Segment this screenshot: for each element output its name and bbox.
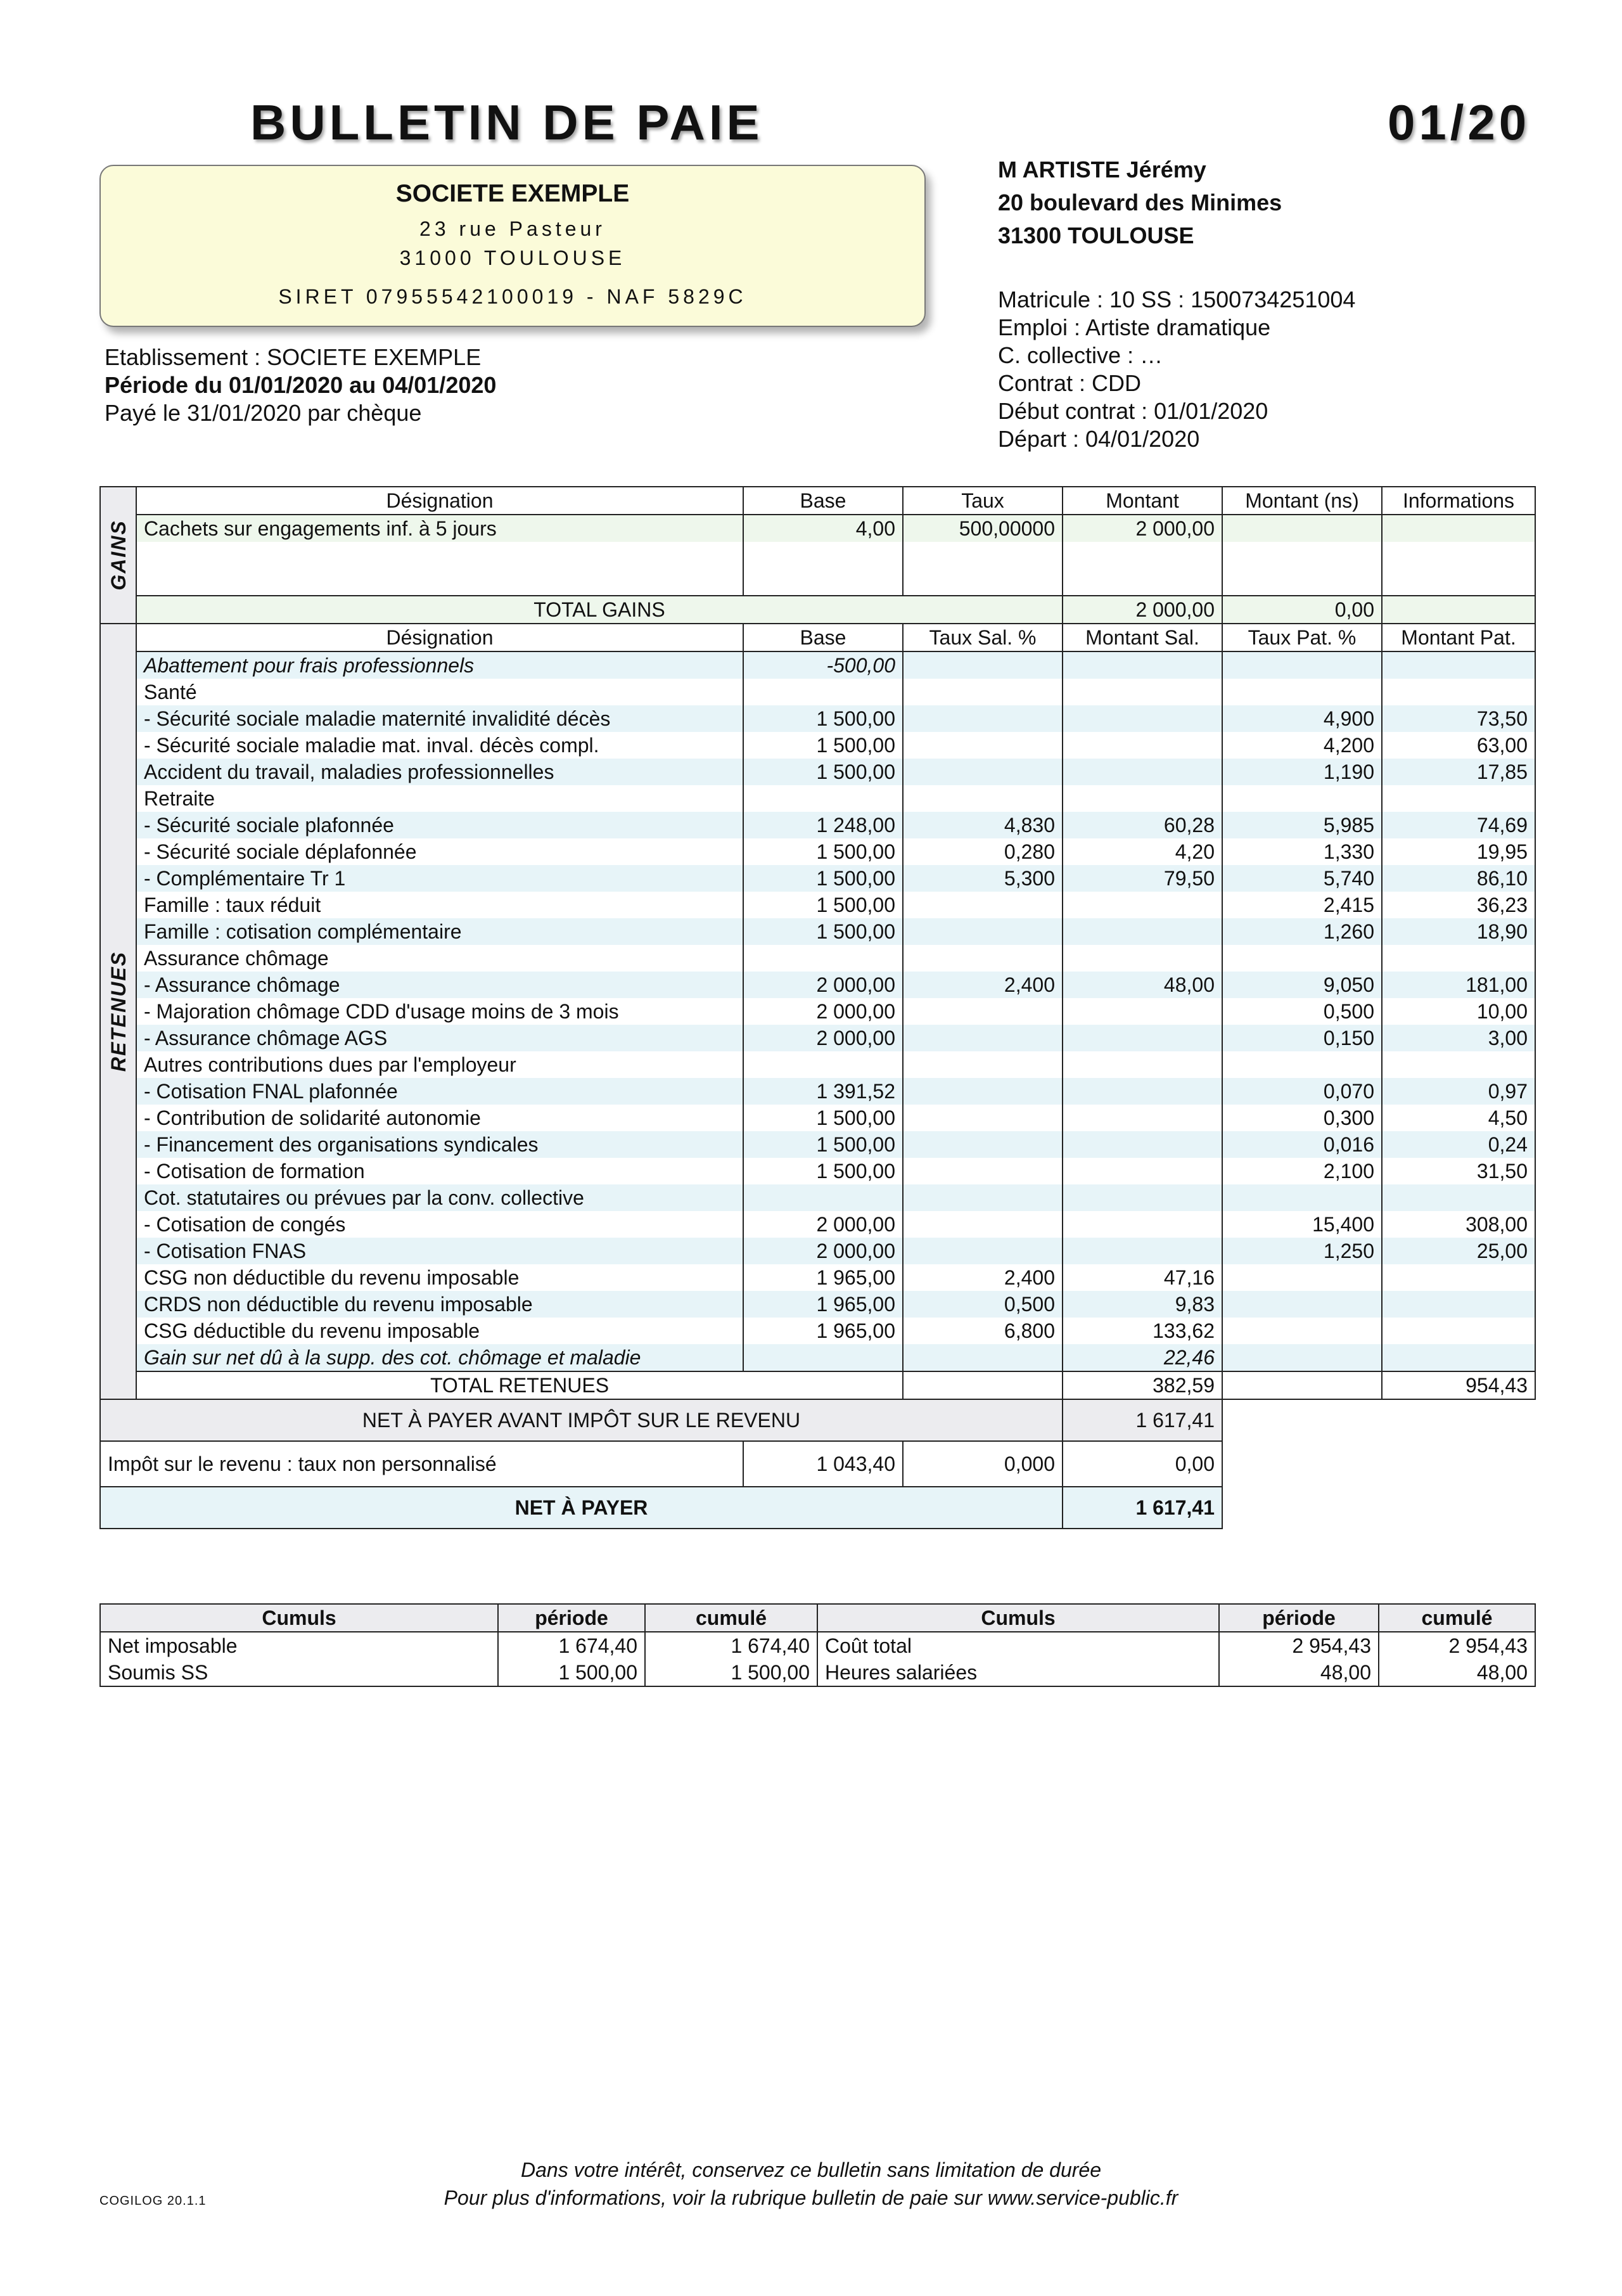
ret-taux-pat: 0,500: [1222, 998, 1382, 1025]
cumuls-header-periode-2: période: [1219, 1604, 1379, 1632]
ret-taux-pat: 9,050: [1222, 972, 1382, 998]
ret-label: - Contribution de solidarité autonomie: [136, 1105, 743, 1131]
ret-base: 1 500,00: [743, 865, 903, 892]
retenue-row: [100, 759, 1535, 785]
ret-taux-sal: [903, 1051, 1063, 1078]
ret-taux-sal: [903, 1184, 1063, 1211]
ret-montant-pat: 18,90: [1382, 918, 1535, 945]
ret-taux-sal: [903, 918, 1063, 945]
ret-montant-sal: [1063, 679, 1222, 705]
ret-montant-pat: 308,00: [1382, 1211, 1535, 1238]
ret-label: Accident du travail, maladies professionnelles: [136, 759, 743, 785]
retenue-row: [100, 865, 1535, 892]
cumuls-header-2: Cumuls: [817, 1604, 1219, 1632]
ret-taux-pat: [1222, 679, 1382, 705]
ret-taux-sal: 5,300: [903, 865, 1063, 892]
gain-info: [1382, 515, 1535, 542]
gains-header-base: Base: [743, 487, 903, 515]
ret-montant-sal: [1063, 918, 1222, 945]
ret-label: - Sécurité sociale maladie mat. inval. décès compl.: [136, 732, 743, 759]
ret-label: Retraite: [136, 785, 743, 812]
employee-debut: Début contrat : 01/01/2020: [998, 398, 1268, 424]
ret-montant-pat: 0,24: [1382, 1131, 1535, 1158]
ret-montant-sal: 133,62: [1063, 1318, 1222, 1344]
ret-base: [743, 945, 903, 972]
document-title: BULLETIN DE PAIE: [250, 94, 763, 150]
net-avant-impot-label: NET À PAYER AVANT IMPÔT SUR LE REVENU: [100, 1399, 1063, 1441]
ret-base: 2 000,00: [743, 1238, 903, 1264]
ret-taux-sal: [903, 651, 1063, 679]
gains-side-label: GAINS: [100, 487, 136, 624]
gains-header-montant: Montant: [1063, 487, 1222, 515]
ret-header-montant-sal: Montant Sal.: [1063, 624, 1222, 651]
retenue-row: [100, 1184, 1535, 1211]
ret-taux-sal: [903, 1211, 1063, 1238]
software-version: COGILOG 20.1.1: [99, 2194, 207, 2208]
ret-base: 1 500,00: [743, 732, 903, 759]
retenue-row: [100, 705, 1535, 732]
employee-emploi: Emploi : Artiste dramatique: [998, 314, 1271, 340]
establishment-block: [105, 343, 496, 427]
employee-depart: Départ : 04/01/2020: [998, 426, 1200, 452]
retenues-total-row: [100, 1371, 1535, 1399]
ret-montant-pat: [1382, 945, 1535, 972]
cumul-cumule: 48,00: [1379, 1659, 1535, 1686]
ret-montant-pat: 25,00: [1382, 1238, 1535, 1264]
ret-taux-pat: 0,016: [1222, 1131, 1382, 1158]
gains-total-row: [100, 596, 1535, 624]
ret-base: -500,00: [743, 651, 903, 679]
ret-montant-sal: [1063, 1025, 1222, 1051]
ret-label: - Assurance chômage: [136, 972, 743, 998]
net-a-payer-label: NET À PAYER: [100, 1487, 1063, 1529]
retenue-row: [100, 1238, 1535, 1264]
ret-base: 1 500,00: [743, 705, 903, 732]
ret-taux-pat: 1,260: [1222, 918, 1382, 945]
ret-montant-sal: 9,83: [1063, 1291, 1222, 1318]
retenue-row: [100, 651, 1535, 679]
retenues-total-montant-pat: 954,43: [1382, 1371, 1535, 1399]
footer-line-1: Dans votre intérêt, conservez ce bulletin sans limitation de durée: [520, 2158, 1102, 2181]
ret-taux-pat: [1222, 1318, 1382, 1344]
gain-label: Cachets sur engagements inf. à 5 jours: [136, 515, 743, 542]
ret-montant-pat: 0,97: [1382, 1078, 1535, 1105]
ret-taux-pat: [1222, 1051, 1382, 1078]
footer-line-2: Pour plus d'informations, voir la rubrique bulletin de paie sur www.service-public.fr: [444, 2186, 1178, 2209]
ret-montant-sal: 48,00: [1063, 972, 1222, 998]
ret-base: 2 000,00: [743, 1211, 903, 1238]
period-code: 01/20: [1388, 94, 1531, 150]
ret-montant-pat: 73,50: [1382, 705, 1535, 732]
ret-taux-sal: [903, 945, 1063, 972]
ret-taux-pat: 5,740: [1222, 865, 1382, 892]
employee-name: M ARTISTE Jérémy: [998, 157, 1206, 183]
establishment-name: Etablissement : SOCIETE EXEMPLE: [105, 344, 482, 370]
ret-base: [743, 1344, 903, 1371]
ret-taux-sal: [903, 1105, 1063, 1131]
ret-taux-sal: [903, 679, 1063, 705]
employee-city: 31300 TOULOUSE: [998, 222, 1194, 248]
ret-base: [743, 785, 903, 812]
impot-taux: 0,000: [903, 1441, 1063, 1487]
ret-label: CRDS non déductible du revenu imposable: [136, 1291, 743, 1318]
payslip-table: [99, 486, 1536, 1529]
ret-taux-sal: 0,500: [903, 1291, 1063, 1318]
retenues-section: [100, 624, 1535, 1399]
ret-base: 1 500,00: [743, 838, 903, 865]
cumuls-table: [99, 1603, 1536, 1687]
gains-header-taux: Taux: [903, 487, 1063, 515]
ret-label: Famille : cotisation complémentaire: [136, 918, 743, 945]
ret-taux-pat: [1222, 1344, 1382, 1371]
footer-notice: [304, 2156, 1318, 2212]
retenue-row: [100, 838, 1535, 865]
ret-taux-sal: [903, 998, 1063, 1025]
gains-total-montant-ns: 0,00: [1222, 596, 1382, 624]
ret-base: 1 965,00: [743, 1291, 903, 1318]
retenues-total-label: TOTAL RETENUES: [136, 1371, 903, 1399]
ret-taux-pat: 1,190: [1222, 759, 1382, 785]
ret-montant-pat: 181,00: [1382, 972, 1535, 998]
ret-label: - Financement des organisations syndicales: [136, 1131, 743, 1158]
ret-label: Abattement pour frais professionnels: [136, 651, 743, 679]
ret-base: 1 391,52: [743, 1078, 903, 1105]
ret-montant-pat: 86,10: [1382, 865, 1535, 892]
ret-taux-pat: 4,900: [1222, 705, 1382, 732]
cumul-periode: 1 500,00: [498, 1659, 645, 1686]
retenue-row: [100, 1078, 1535, 1105]
ret-taux-pat: 15,400: [1222, 1211, 1382, 1238]
ret-base: 1 965,00: [743, 1318, 903, 1344]
ret-montant-sal: [1063, 759, 1222, 785]
ret-header-taux-pat: Taux Pat. %: [1222, 624, 1382, 651]
ret-base: 1 500,00: [743, 1131, 903, 1158]
ret-label: CSG non déductible du revenu imposable: [136, 1264, 743, 1291]
cumul-label: Soumis SS: [100, 1659, 498, 1686]
cumul-periode: 2 954,43: [1219, 1632, 1379, 1659]
ret-taux-pat: 4,200: [1222, 732, 1382, 759]
impot-row: [100, 1441, 1535, 1487]
ret-taux-sal: [903, 705, 1063, 732]
retenue-row: [100, 1051, 1535, 1078]
retenue-row: [100, 918, 1535, 945]
cumul-cumule: 2 954,43: [1379, 1632, 1535, 1659]
ret-base: 2 000,00: [743, 998, 903, 1025]
ret-label: - Cotisation de congés: [136, 1211, 743, 1238]
employee-info: [998, 286, 1355, 453]
retenue-row: [100, 1158, 1535, 1184]
ret-label: Famille : taux réduit: [136, 892, 743, 918]
ret-header-designation: Désignation: [136, 624, 743, 651]
ret-montant-pat: 19,95: [1382, 838, 1535, 865]
retenue-row: [100, 1131, 1535, 1158]
ret-montant-pat: [1382, 1291, 1535, 1318]
employee-address: [998, 153, 1282, 252]
cumul-cumule: 1 500,00: [645, 1659, 817, 1686]
ret-montant-pat: 17,85: [1382, 759, 1535, 785]
gains-header-designation: Désignation: [136, 487, 743, 515]
gain-taux: 500,00000: [903, 515, 1063, 542]
gains-total-montant: 2 000,00: [1063, 596, 1222, 624]
ret-taux-pat: [1222, 785, 1382, 812]
ret-label: - Assurance chômage AGS: [136, 1025, 743, 1051]
impot-base: 1 043,40: [743, 1441, 903, 1487]
ret-montant-pat: 3,00: [1382, 1025, 1535, 1051]
ret-label: Cot. statutaires ou prévues par la conv. collective: [136, 1184, 743, 1211]
ret-taux-pat: [1222, 945, 1382, 972]
retenue-row: [100, 732, 1535, 759]
cumuls-header-cumule-2: cumulé: [1379, 1604, 1535, 1632]
retenue-row: [100, 812, 1535, 838]
ret-base: 1 500,00: [743, 759, 903, 785]
ret-label: - Majoration chômage CDD d'usage moins de 3 mois: [136, 998, 743, 1025]
ret-montant-sal: 60,28: [1063, 812, 1222, 838]
ret-montant-pat: 10,00: [1382, 998, 1535, 1025]
ret-taux-pat: 2,100: [1222, 1158, 1382, 1184]
ret-montant-sal: 4,20: [1063, 838, 1222, 865]
net-section: [100, 1399, 1535, 1529]
company-city: 31000 TOULOUSE: [399, 247, 626, 269]
employee-street: 20 boulevard des Minimes: [998, 189, 1282, 215]
gains-section: [100, 487, 1535, 624]
ret-montant-pat: [1382, 1344, 1535, 1371]
ret-taux-pat: 1,250: [1222, 1238, 1382, 1264]
ret-taux-pat: [1222, 651, 1382, 679]
ret-montant-sal: 79,50: [1063, 865, 1222, 892]
ret-base: [743, 1184, 903, 1211]
ret-taux-sal: 2,400: [903, 1264, 1063, 1291]
retenue-row: [100, 1105, 1535, 1131]
ret-taux-sal: [903, 1238, 1063, 1264]
ret-montant-sal: [1063, 785, 1222, 812]
ret-taux-sal: [903, 1025, 1063, 1051]
ret-montant-pat: [1382, 785, 1535, 812]
company-name: SOCIETE EXEMPLE: [395, 180, 630, 207]
ret-taux-pat: [1222, 1184, 1382, 1211]
ret-base: [743, 679, 903, 705]
ret-montant-sal: [1063, 1078, 1222, 1105]
retenue-row: [100, 785, 1535, 812]
ret-taux-pat: [1222, 1264, 1382, 1291]
ret-label: - Cotisation de formation: [136, 1158, 743, 1184]
ret-montant-sal: [1063, 1131, 1222, 1158]
ret-montant-sal: 22,46: [1063, 1344, 1222, 1371]
ret-taux-sal: 6,800: [903, 1318, 1063, 1344]
ret-taux-pat: 2,415: [1222, 892, 1382, 918]
ret-montant-pat: [1382, 1264, 1535, 1291]
net-a-payer-row: [100, 1487, 1535, 1529]
retenue-row: [100, 1211, 1535, 1238]
net-avant-impot-value: 1 617,41: [1063, 1399, 1222, 1441]
cumul-label: Net imposable: [100, 1632, 498, 1659]
ret-montant-pat: [1382, 679, 1535, 705]
ret-base: 1 500,00: [743, 892, 903, 918]
retenue-row: [100, 945, 1535, 972]
payment-info: Payé le 31/01/2020 par chèque: [105, 400, 422, 426]
ret-base: 1 965,00: [743, 1264, 903, 1291]
ret-taux-sal: [903, 892, 1063, 918]
ret-montant-sal: [1063, 732, 1222, 759]
ret-label: - Sécurité sociale déplafonnée: [136, 838, 743, 865]
impot-label: Impôt sur le revenu : taux non personnalisé: [100, 1441, 743, 1487]
retenue-row: [100, 892, 1535, 918]
ret-montant-sal: [1063, 892, 1222, 918]
ret-montant-sal: [1063, 705, 1222, 732]
employee-matricule: Matricule : 10 SS : 1500734251004: [998, 286, 1356, 312]
cumul-periode: 48,00: [1219, 1659, 1379, 1686]
ret-taux-pat: 0,070: [1222, 1078, 1382, 1105]
ret-label: Santé: [136, 679, 743, 705]
retenue-row: [100, 1318, 1535, 1344]
gains-header-montant-ns: Montant (ns): [1222, 487, 1382, 515]
ret-taux-pat: 0,150: [1222, 1025, 1382, 1051]
ret-taux-pat: 0,300: [1222, 1105, 1382, 1131]
retenue-row: [100, 1264, 1535, 1291]
ret-montant-pat: 36,23: [1382, 892, 1535, 918]
impot-montant: 0,00: [1063, 1441, 1222, 1487]
ret-base: 2 000,00: [743, 972, 903, 998]
company-siret: SIRET 07955542100019 - NAF 5829C: [278, 285, 747, 308]
ret-label: Assurance chômage: [136, 945, 743, 972]
ret-taux-sal: [903, 1131, 1063, 1158]
retenue-row: [100, 998, 1535, 1025]
cumul-label: Heures salariées: [817, 1659, 1219, 1686]
gain-montant: 2 000,00: [1063, 515, 1222, 542]
ret-montant-sal: [1063, 998, 1222, 1025]
ret-base: 2 000,00: [743, 1025, 903, 1051]
company-box: [99, 165, 926, 327]
ret-taux-sal: 0,280: [903, 838, 1063, 865]
ret-montant-pat: [1382, 651, 1535, 679]
ret-montant-pat: 4,50: [1382, 1105, 1535, 1131]
cumul-periode: 1 674,40: [498, 1632, 645, 1659]
ret-taux-sal: [903, 732, 1063, 759]
retenue-row: [100, 972, 1535, 998]
retenues-side-label: RETENUES: [100, 624, 136, 1399]
ret-header-montant-pat: Montant Pat.: [1382, 624, 1535, 651]
ret-taux-sal: [903, 1078, 1063, 1105]
ret-base: 1 248,00: [743, 812, 903, 838]
employee-convention: C. collective : …: [998, 342, 1163, 368]
ret-label: CSG déductible du revenu imposable: [136, 1318, 743, 1344]
cumuls-header-1: Cumuls: [100, 1604, 498, 1632]
cumuls-header-cumule-1: cumulé: [645, 1604, 817, 1632]
gain-base: 4,00: [743, 515, 903, 542]
ret-montant-sal: [1063, 1051, 1222, 1078]
ret-label: Gain sur net dû à la supp. des cot. chômage et maladie: [136, 1344, 743, 1371]
ret-base: [743, 1051, 903, 1078]
cumuls-row: [100, 1659, 1535, 1686]
ret-taux-sal: 2,400: [903, 972, 1063, 998]
ret-montant-sal: [1063, 1238, 1222, 1264]
ret-base: 1 500,00: [743, 1105, 903, 1131]
cumuls-row: [100, 1632, 1535, 1659]
ret-taux-sal: [903, 1158, 1063, 1184]
employee-contrat: Contrat : CDD: [998, 370, 1142, 396]
ret-base: 1 500,00: [743, 1158, 903, 1184]
gains-header-informations: Informations: [1382, 487, 1535, 515]
ret-montant-pat: 74,69: [1382, 812, 1535, 838]
ret-taux-sal: 4,830: [903, 812, 1063, 838]
ret-label: Autres contributions dues par l'employeur: [136, 1051, 743, 1078]
ret-montant-sal: [1063, 1184, 1222, 1211]
retenue-row: [100, 1344, 1535, 1371]
ret-montant-sal: [1063, 1105, 1222, 1131]
ret-taux-sal: [903, 785, 1063, 812]
ret-montant-sal: [1063, 651, 1222, 679]
ret-montant-pat: [1382, 1184, 1535, 1211]
ret-montant-pat: 31,50: [1382, 1158, 1535, 1184]
company-street: 23 rue Pasteur: [419, 217, 606, 240]
ret-label: - Cotisation FNAS: [136, 1238, 743, 1264]
ret-header-taux-sal: Taux Sal. %: [903, 624, 1063, 651]
ret-label: - Complémentaire Tr 1: [136, 865, 743, 892]
net-avant-impot-row: [100, 1399, 1535, 1441]
retenue-row: [100, 1291, 1535, 1318]
gain-montant-ns: [1222, 515, 1382, 542]
ret-header-base: Base: [743, 624, 903, 651]
ret-montant-sal: [1063, 1211, 1222, 1238]
cumul-label: Coût total: [817, 1632, 1219, 1659]
ret-label: - Sécurité sociale plafonnée: [136, 812, 743, 838]
ret-taux-pat: [1222, 1291, 1382, 1318]
ret-base: 1 500,00: [743, 918, 903, 945]
ret-montant-pat: [1382, 1318, 1535, 1344]
ret-montant-sal: [1063, 1158, 1222, 1184]
ret-taux-sal: [903, 1344, 1063, 1371]
cumuls-header-periode-1: période: [498, 1604, 645, 1632]
retenues-total-montant-sal: 382,59: [1063, 1371, 1222, 1399]
cumul-cumule: 1 674,40: [645, 1632, 817, 1659]
retenue-row: [100, 679, 1535, 705]
ret-montant-pat: 63,00: [1382, 732, 1535, 759]
ret-taux-pat: 5,985: [1222, 812, 1382, 838]
ret-label: - Sécurité sociale maladie maternité invalidité décès: [136, 705, 743, 732]
ret-taux-sal: [903, 759, 1063, 785]
ret-montant-pat: [1382, 1051, 1535, 1078]
ret-montant-sal: 47,16: [1063, 1264, 1222, 1291]
gains-row: [100, 515, 1535, 542]
pay-period: Période du 01/01/2020 au 04/01/2020: [105, 372, 497, 398]
ret-montant-sal: [1063, 945, 1222, 972]
gains-total-label: TOTAL GAINS: [136, 596, 1063, 624]
ret-label: - Cotisation FNAL plafonnée: [136, 1078, 743, 1105]
ret-taux-pat: 1,330: [1222, 838, 1382, 865]
retenue-row: [100, 1025, 1535, 1051]
net-a-payer-value: 1 617,41: [1063, 1487, 1222, 1529]
